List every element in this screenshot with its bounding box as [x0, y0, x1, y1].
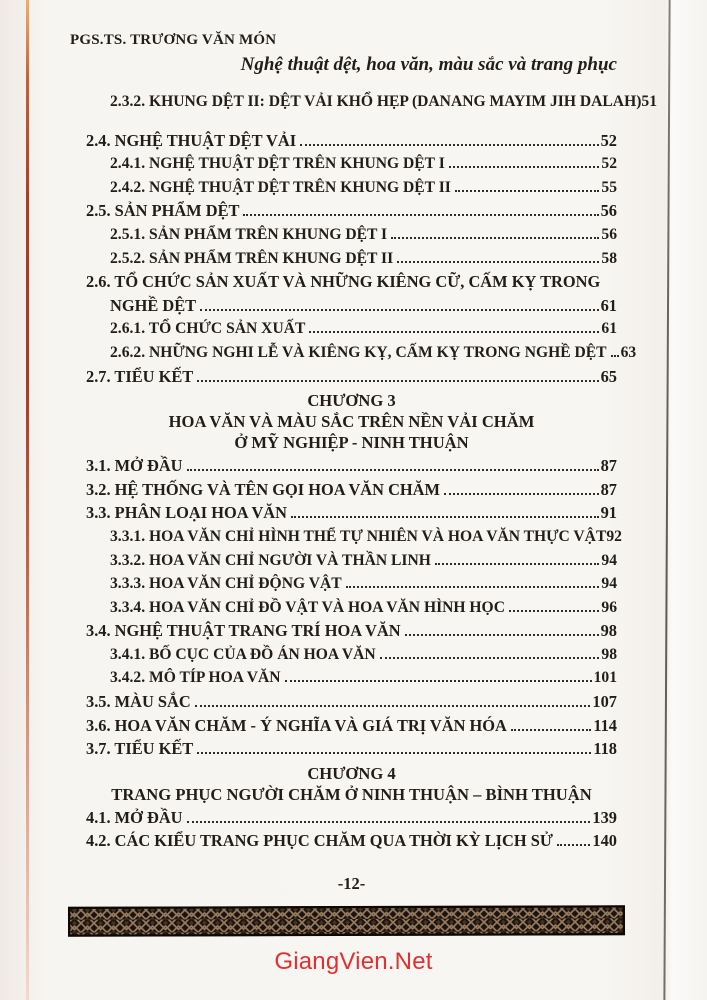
toc-entry-page: 98 — [600, 621, 617, 641]
toc-entry — [86, 365, 617, 389]
toc-entry-title: 3.4. NGHỆ THUẬT TRANG TRÍ HOA VĂN — [86, 621, 401, 641]
toc-entry — [86, 90, 657, 114]
page-number: -12- — [337, 874, 366, 894]
toc-entry — [86, 176, 617, 200]
toc-entry-page: 61 — [601, 320, 617, 338]
toc-entry-page: 87 — [600, 456, 617, 476]
dot-leader — [449, 166, 600, 168]
toc-entry-title: 2.4.1. NGHỆ THUẬT DỆT TRÊN KHUNG DỆT I — [110, 155, 445, 173]
toc-entry-title: 2.5. SẢN PHẨM DỆT — [86, 201, 240, 221]
toc-entry-title: 3.3.2. HOA VĂN CHỈ NGƯỜI VÀ THẦN LINH — [110, 551, 431, 569]
toc-entry-page: 94 — [601, 575, 617, 593]
dot-leader — [455, 190, 600, 192]
dot-leader — [557, 844, 591, 846]
dot-leader — [511, 729, 591, 731]
chapter-heading-line: HOA VĂN VÀ MÀU SẮC TRÊN NỀN VẢI CHĂM — [168, 412, 535, 432]
chapter-heading — [86, 761, 617, 806]
toc-entry-page: 65 — [600, 366, 617, 386]
toc-entry-title: 2.6. TỔ CHỨC SẢN XUẤT VÀ NHỮNG KIÊNG CỮ, CẤM KỴ TRONG — [86, 272, 601, 292]
chapter-heading-line: TRANG PHỤC NGƯỜI CHĂM Ở NINH THUẬN – BÌNH THUẬN — [111, 784, 592, 804]
toc-entry-page: 96 — [601, 598, 617, 616]
toc-entry-title: 3.3.3. HOA VĂN CHỈ ĐỘNG VẬT — [110, 575, 342, 593]
toc-entry-page: 140 — [592, 831, 617, 851]
toc-entry-page: 92 — [606, 527, 622, 545]
toc-entry-title: 3.6. HOA VĂN CHĂM - Ý NGHĨA VÀ GIÁ TRỊ VĂN HÓA — [86, 715, 507, 735]
toc-entry-page: 101 — [593, 669, 617, 687]
toc-entry — [86, 549, 617, 573]
toc-entry-title: 3.4.2. MÔ TÍP HOA VĂN — [110, 669, 281, 687]
dot-leader — [405, 634, 599, 636]
toc-entry-title: 3.2. HỆ THỐNG VÀ TÊN GỌI HOA VĂN CHĂM — [86, 479, 440, 499]
toc-entry — [86, 223, 617, 247]
dot-leader — [243, 214, 598, 216]
toc-entry — [86, 501, 617, 525]
toc-entry — [86, 478, 617, 502]
toc-list — [86, 90, 657, 853]
toc-entry-page: 56 — [600, 201, 617, 221]
author-header: PGS.TS. TRƯƠNG VĂN MÓN — [70, 32, 277, 48]
dot-leader — [200, 309, 599, 311]
chapter-heading-line: CHƯƠNG 4 — [307, 763, 396, 783]
toc-entry-page: 58 — [601, 249, 617, 267]
toc-entry-page: 107 — [592, 692, 617, 712]
dot-leader — [187, 821, 591, 823]
toc-entry-page: 61 — [600, 295, 617, 315]
toc-entry — [86, 619, 617, 643]
dot-leader — [346, 586, 600, 588]
dot-leader — [309, 331, 599, 333]
chapter-heading-line: CHƯƠNG 3 — [307, 391, 396, 411]
toc-entry-page: 52 — [600, 130, 617, 150]
toc-entry-title: 3.3. PHÂN LOẠI HOA VĂN — [86, 503, 287, 523]
toc-entry-page: 56 — [601, 225, 617, 243]
toc-entry-page: 87 — [600, 479, 617, 499]
dot-leader — [509, 610, 599, 612]
toc-entry — [86, 737, 617, 761]
toc-entry — [86, 199, 617, 223]
dot-leader — [285, 680, 592, 682]
toc-entry-page: 94 — [601, 551, 617, 569]
dot-leader — [197, 752, 591, 754]
toc-entry-page: 98 — [601, 645, 617, 663]
dot-leader — [195, 705, 591, 707]
toc-entry-title: 3.4.1. BỐ CỤC CỦA ĐỒ ÁN HOA VĂN — [110, 645, 376, 663]
toc-entry-title: 2.4. NGHỆ THUẬT DỆT VẢI — [86, 130, 297, 150]
dot-leader — [187, 469, 599, 471]
toc-entry-title: 2.5.1. SẢN PHẨM TRÊN KHUNG DỆT I — [110, 225, 388, 243]
toc-entry-title: 2.4.2. NGHỆ THUẬT DỆT TRÊN KHUNG DỆT II — [110, 178, 451, 196]
toc-entry — [86, 829, 617, 853]
dot-leader — [291, 516, 599, 518]
toc-entry — [86, 129, 617, 153]
dot-leader — [300, 144, 599, 146]
toc-entry-continuation — [86, 294, 617, 318]
toc-entry — [86, 643, 617, 667]
toc-entry — [86, 690, 617, 714]
toc-entry — [86, 714, 617, 738]
toc-entry-title: 2.6.1. TỔ CHỨC SẢN XUẤT — [110, 320, 306, 338]
toc-entry-title: 2.7. TIỂU KẾT — [86, 366, 194, 386]
toc-entry-page: 52 — [601, 155, 617, 173]
toc-entry — [86, 247, 617, 271]
toc-entry-title: 3.3.1. HOA VĂN CHỈ HÌNH THỂ TỰ NHIÊN VÀ HOA VĂN THỰC VẬT — [110, 527, 607, 545]
dot-leader — [611, 355, 619, 357]
toc-entry — [86, 270, 617, 294]
dot-leader — [391, 237, 599, 239]
woven-band-svg — [68, 905, 625, 936]
toc-entry — [86, 152, 617, 176]
toc-entry-title: 4.2. CÁC KIỂU TRANG PHỤC CHĂM QUA THỜI KỲ LỊCH SỬ — [86, 831, 553, 851]
toc-entry-page: 55 — [601, 178, 617, 196]
toc-entry-title: 2.6.2. NHỮNG NGHI LỄ VÀ KIÊNG KỴ, CẤM KỴ TRONG NGHỀ DỆT — [110, 343, 607, 361]
toc-entry — [86, 525, 622, 549]
toc-entry-title: 3.1. MỞ ĐẦU — [86, 456, 183, 476]
toc-entry-page: 63 — [620, 343, 637, 361]
toc-entry-title: 3.7. TIỂU KẾT — [86, 739, 194, 759]
toc-entry — [86, 666, 617, 690]
watermark-text: GiangVien.Net — [274, 948, 433, 975]
dot-leader — [197, 380, 598, 382]
toc-entry — [86, 572, 617, 596]
toc-entry-title: 3.3.4. HOA VĂN CHỈ ĐỒ VẬT VÀ HOA VĂN HÌNH HỌC — [110, 598, 505, 616]
chapter-heading — [86, 388, 617, 454]
dot-leader — [444, 493, 599, 495]
toc-entry-page: 91 — [600, 503, 617, 523]
toc-entry — [86, 341, 637, 365]
woven-band-image — [68, 905, 625, 936]
toc-entry-title: 3.5. MÀU SẮC — [86, 692, 191, 712]
dot-leader — [397, 261, 599, 263]
toc-entry-title: 2.5.2. SẢN PHẨM TRÊN KHUNG DỆT II — [110, 249, 394, 267]
chapter-heading-line: Ở MỸ NGHIỆP - NINH THUẬN — [234, 433, 469, 453]
toc-entry-page: 51 — [641, 93, 657, 110]
running-title: Nghệ thuật dệt, hoa văn, màu sắc và trang phục — [240, 54, 617, 75]
toc-entry — [86, 596, 617, 620]
toc-entry — [86, 317, 617, 341]
dot-leader — [380, 657, 600, 659]
dot-leader — [435, 563, 600, 565]
toc-entry-page: 114 — [593, 715, 617, 735]
toc-entry — [86, 806, 617, 830]
toc-entry-title: 2.3.2. KHUNG DỆT II: DỆT VẢI KHỔ HẸP (DANANG MAYIM JIH DALAH) — [110, 93, 642, 110]
toc-entry — [86, 454, 617, 478]
toc-entry-page: 118 — [593, 739, 617, 759]
toc-entry-title: NGHỀ DỆT — [110, 295, 197, 315]
toc-entry-page: 139 — [592, 807, 617, 827]
toc-entry-title: 4.1. MỞ ĐẦU — [86, 807, 183, 827]
